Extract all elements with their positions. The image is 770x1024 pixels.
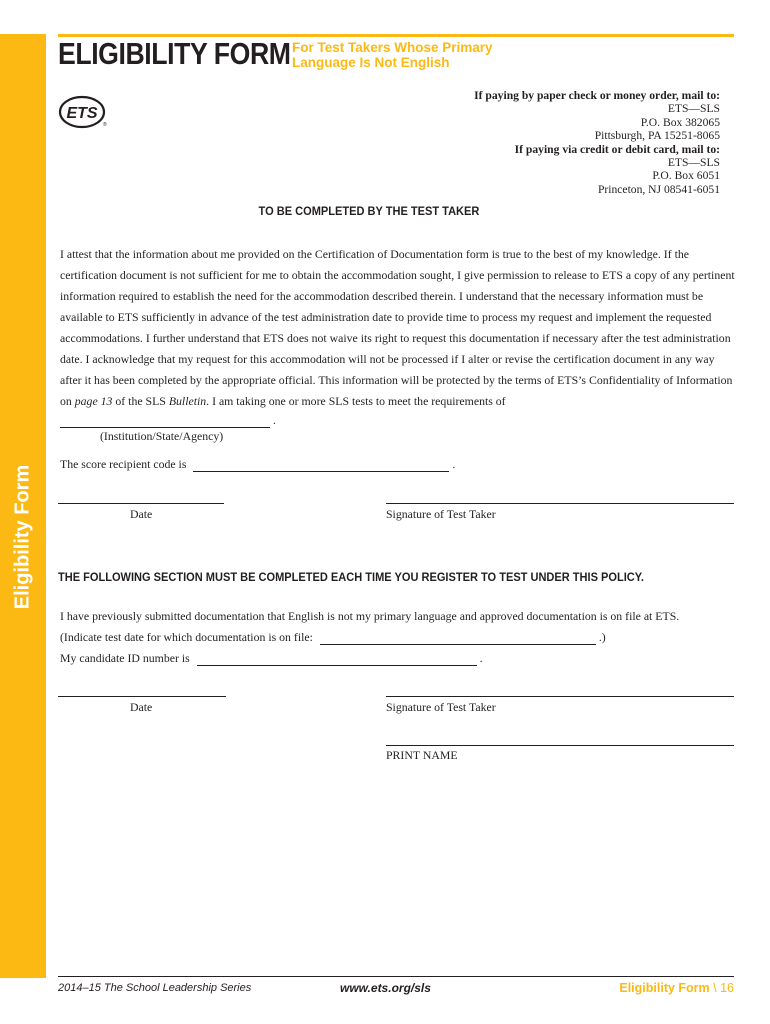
date-caption-1: Date [130, 507, 153, 521]
mailing-addresses [300, 89, 720, 196]
institution-caption: (Institution/State/Agency) [100, 429, 224, 443]
previous-doc-text: I have previously submitted documentation that English is not my primary language and approved documentation is on file at ETS. [60, 609, 680, 623]
section1-heading: TO BE COMPLETED BY THE TEST TAKER [258, 204, 480, 218]
candidate-id-row: My candidate ID number is . [60, 651, 483, 665]
indicate-date-end: .) [598, 630, 606, 644]
form-title: ELIGIBILITY FORM [58, 36, 291, 71]
side-label: Eligibility Form [11, 464, 34, 610]
card-mail-heading: If paying via credit or debit card, mail to: [514, 142, 720, 156]
indicate-date-row [60, 630, 606, 645]
attestation-bulletin: Bulletin [168, 394, 207, 408]
card-address-line: ETS—SLS [667, 156, 720, 170]
candidate-id-field[interactable] [197, 653, 477, 666]
check-address-line: ETS—SLS [667, 102, 720, 116]
signature-caption-2: Signature of Test Taker [386, 700, 496, 714]
section2-heading: THE FOLLOWING SECTION MUST BE COMPLETED EACH TIME YOU REGISTER TO TEST UNDER THIS POLICY. [58, 570, 644, 584]
attestation-paragraph [60, 244, 736, 412]
form-subtitle: For Test Takers Whose Primary Language Is Not English [292, 40, 493, 70]
ets-logo-text: ETS [66, 105, 98, 122]
side-band [0, 34, 46, 978]
footer-separator: \ [709, 981, 721, 995]
signature-line-2[interactable] [386, 696, 734, 697]
ets-logo-icon [58, 94, 108, 130]
check-mail-heading: If paying by paper check or money order, mail to: [474, 89, 720, 102]
footer-url[interactable]: www.ets.org/sls [340, 981, 431, 995]
score-recipient-field[interactable] [193, 459, 449, 472]
check-address-line: P.O. Box 382065 [640, 115, 720, 129]
signature-line-1[interactable] [386, 503, 734, 504]
footer-series: 2014–15 The School Leadership Series [58, 982, 252, 994]
print-name-caption: PRINT NAME [386, 748, 458, 762]
date-line-1[interactable] [58, 503, 224, 504]
date-caption-2: Date [130, 700, 153, 714]
attestation-text-2: of the SLS [112, 394, 169, 408]
footer-page-label [619, 981, 734, 995]
attestation-text-3: . I am taking one or more SLS tests to meet the requirements of [206, 394, 506, 408]
page-number: 16 [720, 981, 734, 995]
footer-form-title: Eligibility Form [619, 981, 710, 995]
footer-rule [58, 976, 734, 977]
date-line-2[interactable] [58, 696, 226, 697]
check-address-line: Pittsburgh, PA 15251-8065 [594, 129, 720, 143]
print-name-line[interactable] [386, 745, 734, 746]
card-address-line: Princeton, NJ 08541-6051 [597, 182, 720, 196]
svg-text:®: ® [103, 122, 107, 128]
institution-field[interactable] [60, 415, 270, 428]
attestation-page-ref: page 13 [74, 394, 113, 408]
score-recipient-row: The score recipient code is . [60, 457, 456, 471]
institution-row: . [60, 413, 276, 428]
indicate-date-label: (Indicate test date for which documentation is on file: [60, 630, 313, 644]
card-address-line: P.O. Box 6051 [652, 169, 720, 183]
documentation-date-field[interactable] [320, 632, 596, 645]
score-recipient-label: The score recipient code is [60, 457, 187, 471]
signature-caption-1: Signature of Test Taker [386, 507, 496, 521]
candidate-id-label: My candidate ID number is [60, 651, 190, 665]
attestation-text: I attest that the information about me provided on the Certification of Documentation form is true to the best of my knowledge. If the certification document is not sufficient for me to obtain the accommodation sought, I give permission to release to ETS a copy of any pertinent information required to establish the need for the accommodation described therein. I understand that the necessary information must be available to ETS sufficiently in advance of the test administration date to provide time to process my request and implement the requested accommodations. I further understand that ETS does not waive its right to request this documentation if necessary after the test administration date. I acknowledge that my request for this accommodation will not be processed if I alter or revise the certification document in any way after it has been completed by the appropriate official. This information will be protected by the terms of ETS’s Confidentiality of Information on [60, 247, 735, 408]
